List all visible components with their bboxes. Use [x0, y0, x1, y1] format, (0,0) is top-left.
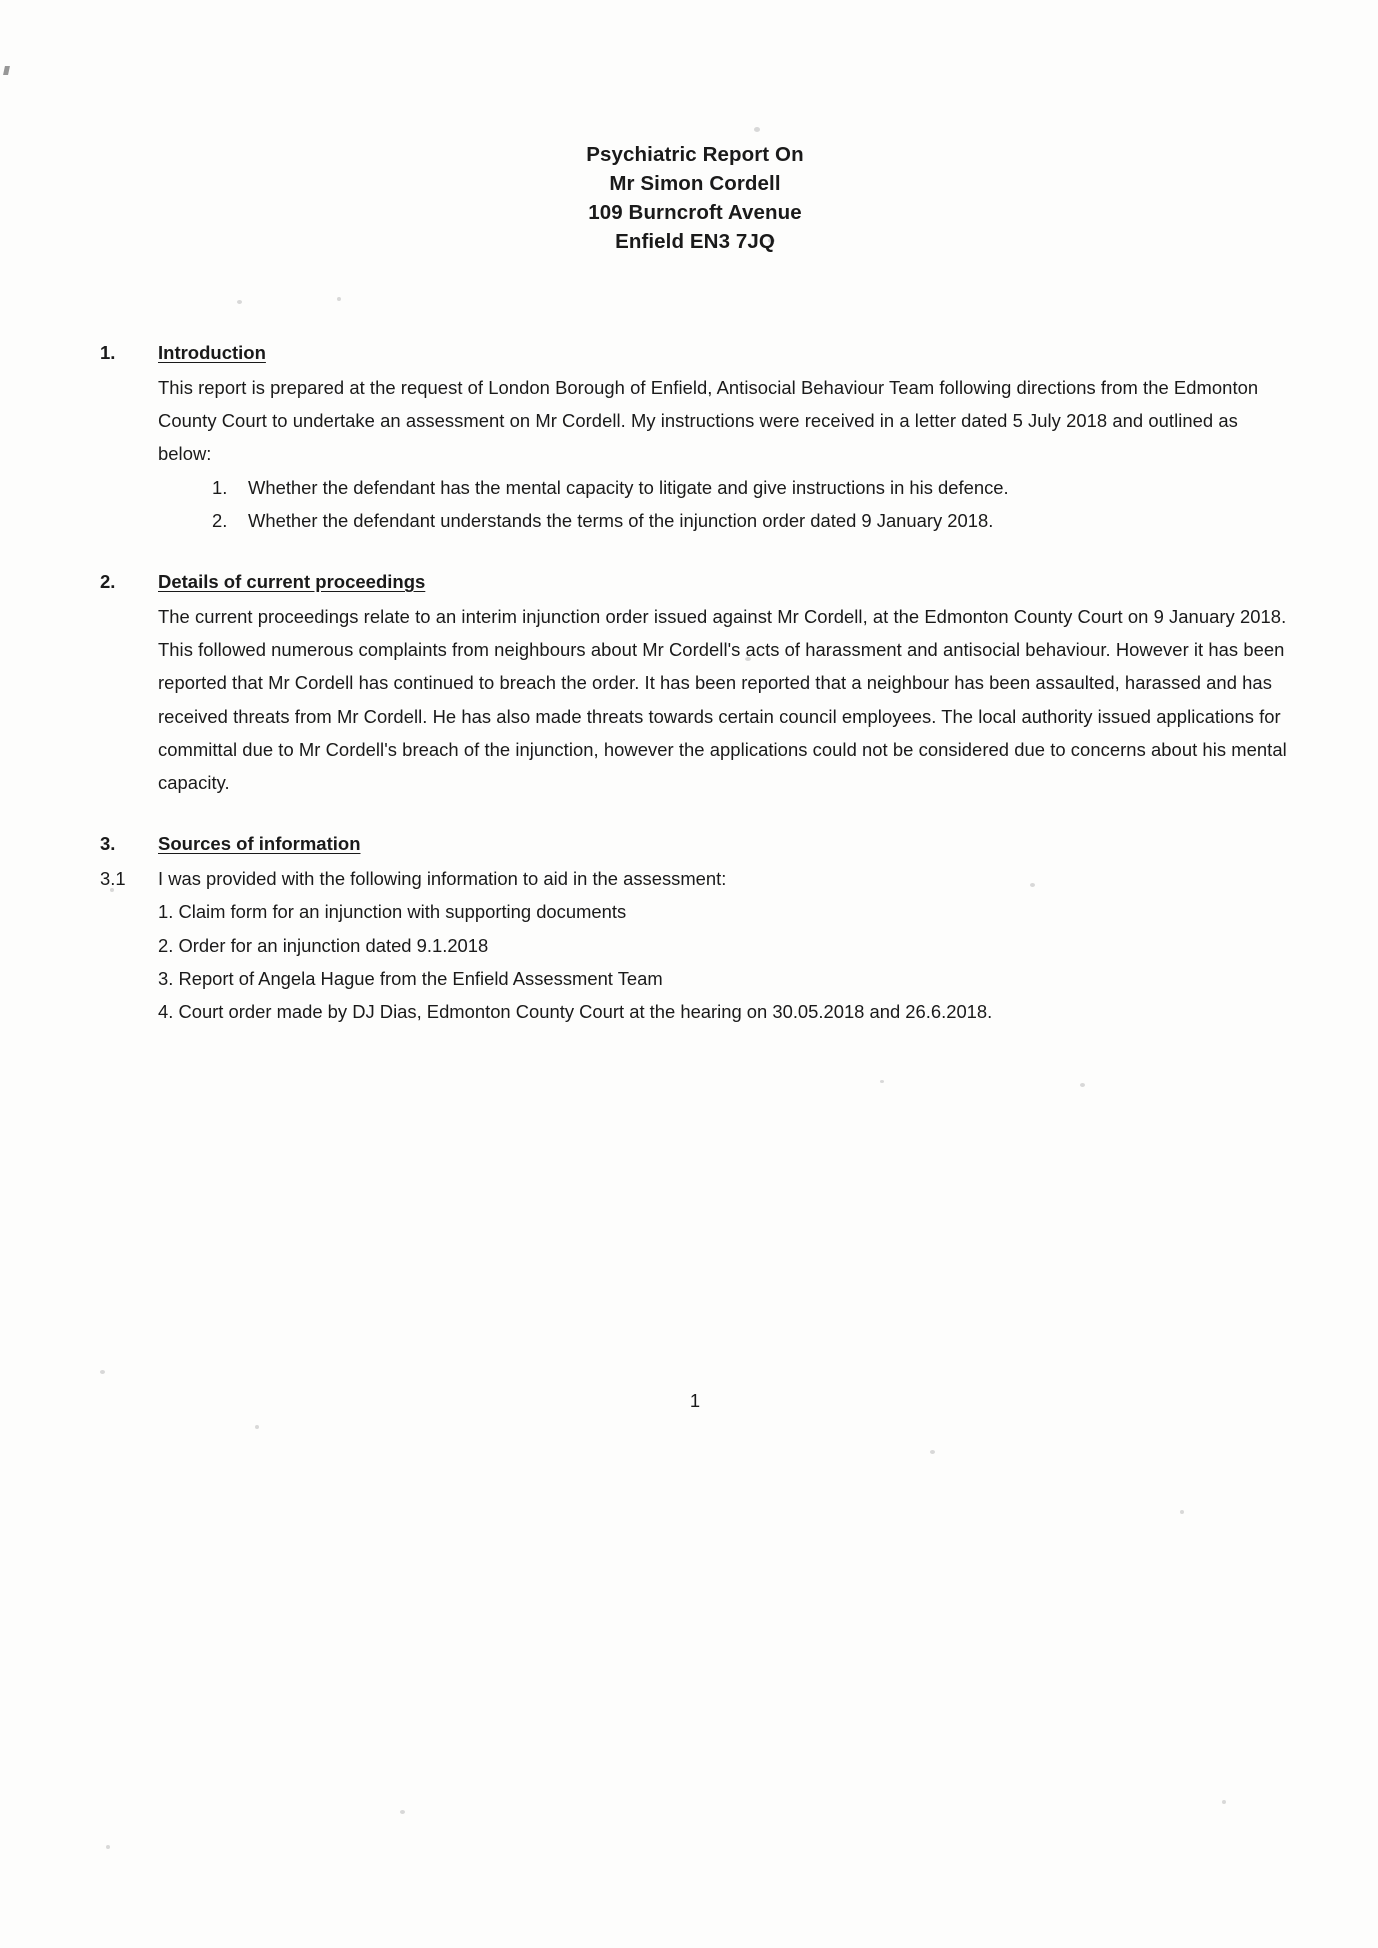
- subsection-text: I was provided with the following information to aid in the assessment:: [158, 868, 727, 890]
- list-item: 4. Court order made by DJ Dias, Edmonton County Court at the hearing on 30.05.2018 and 26.6.2018.: [158, 1001, 993, 1023]
- section-title: Sources of information: [158, 833, 361, 855]
- section-title: Introduction: [158, 342, 266, 363]
- title-line-1: Psychiatric Report On: [586, 143, 804, 166]
- title-line-4: Enfield EN3 7JQ: [615, 230, 775, 253]
- subsection-line: [100, 862, 1290, 895]
- section-spacer: [100, 537, 1290, 571]
- list-item: [212, 504, 1285, 537]
- instruction-list: [100, 471, 1290, 537]
- section-heading: [100, 571, 1290, 593]
- scan-speck: [106, 1845, 110, 1849]
- scan-speck: [100, 1370, 105, 1374]
- list-item: 2. Order for an injunction dated 9.1.2018: [158, 934, 489, 956]
- list-item-marker: 1.: [212, 476, 228, 498]
- sources-list: [158, 895, 1290, 1028]
- section-paragraph: The current proceedings relate to an interim injunction order issued against Mr Cordell, at the Edmonton County Court on 9 January 2018. This followed numerous complaints from neighbours about Mr Cordell's acts of harassment and antisocial behaviour. However it has been reported that Mr Cordell has continued to breach the order. It has been reported that a neighbour has been assaulted, harassed and has received threats from Mr Cordell. He has also made threats towards certain council employees. The local authority issued applications for committal due to Mr Cordell's breach of the injunction, however the applications could not be considered due to concerns about his mental capacity.: [158, 606, 1287, 794]
- scan-speck: [1080, 1083, 1085, 1087]
- section-current-proceedings: [100, 571, 1290, 799]
- section-spacer: [100, 799, 1290, 833]
- document-title: [100, 140, 1290, 256]
- section-sources-of-information: [100, 833, 1290, 1028]
- scan-speck: [255, 1425, 259, 1429]
- list-item: 1. Claim form for an injunction with supporting documents: [158, 901, 627, 923]
- section-number: 2.: [100, 571, 116, 593]
- list-item-text: Whether the defendant understands the terms of the injunction order dated 9 January 2018.: [248, 509, 994, 531]
- section-paragraph: This report is prepared at the request of London Borough of Enfield, Antisocial Behaviour Team following directions from the Edmonton County Court to undertake an assessment on Mr Cordell. My instructions were received in a letter dated 5 July 2018 and outlined as below:: [158, 377, 1259, 465]
- section-heading: [100, 833, 1290, 855]
- scan-speck: [880, 1080, 884, 1083]
- title-line-3: 109 Burncroft Avenue: [588, 201, 802, 224]
- section-number: 3.: [100, 833, 116, 855]
- list-item-text: Whether the defendant has the mental capacity to litigate and give instructions in his defence.: [248, 476, 1009, 498]
- scan-edge-mark: [3, 66, 10, 75]
- subsection-number: 3.1: [100, 868, 126, 890]
- list-item: [212, 471, 1285, 504]
- section-number: 1.: [100, 342, 116, 363]
- document-content: [100, 0, 1290, 1411]
- list-item-marker: 2.: [212, 509, 228, 531]
- document-body: [100, 342, 1290, 1028]
- section-introduction: [100, 342, 1290, 537]
- list-item: 3. Report of Angela Hague from the Enfield Assessment Team: [158, 967, 663, 989]
- section-heading: [100, 342, 1290, 364]
- title-line-2: Mr Simon Cordell: [609, 172, 781, 195]
- page-number: 1: [689, 1390, 701, 1411]
- subsection-3-1: [100, 862, 1290, 895]
- section-title: Details of current proceedings: [158, 571, 426, 593]
- scan-speck: [930, 1450, 935, 1454]
- scan-speck: [1180, 1510, 1184, 1514]
- scan-speck: [400, 1810, 405, 1814]
- scan-speck: [1222, 1800, 1226, 1804]
